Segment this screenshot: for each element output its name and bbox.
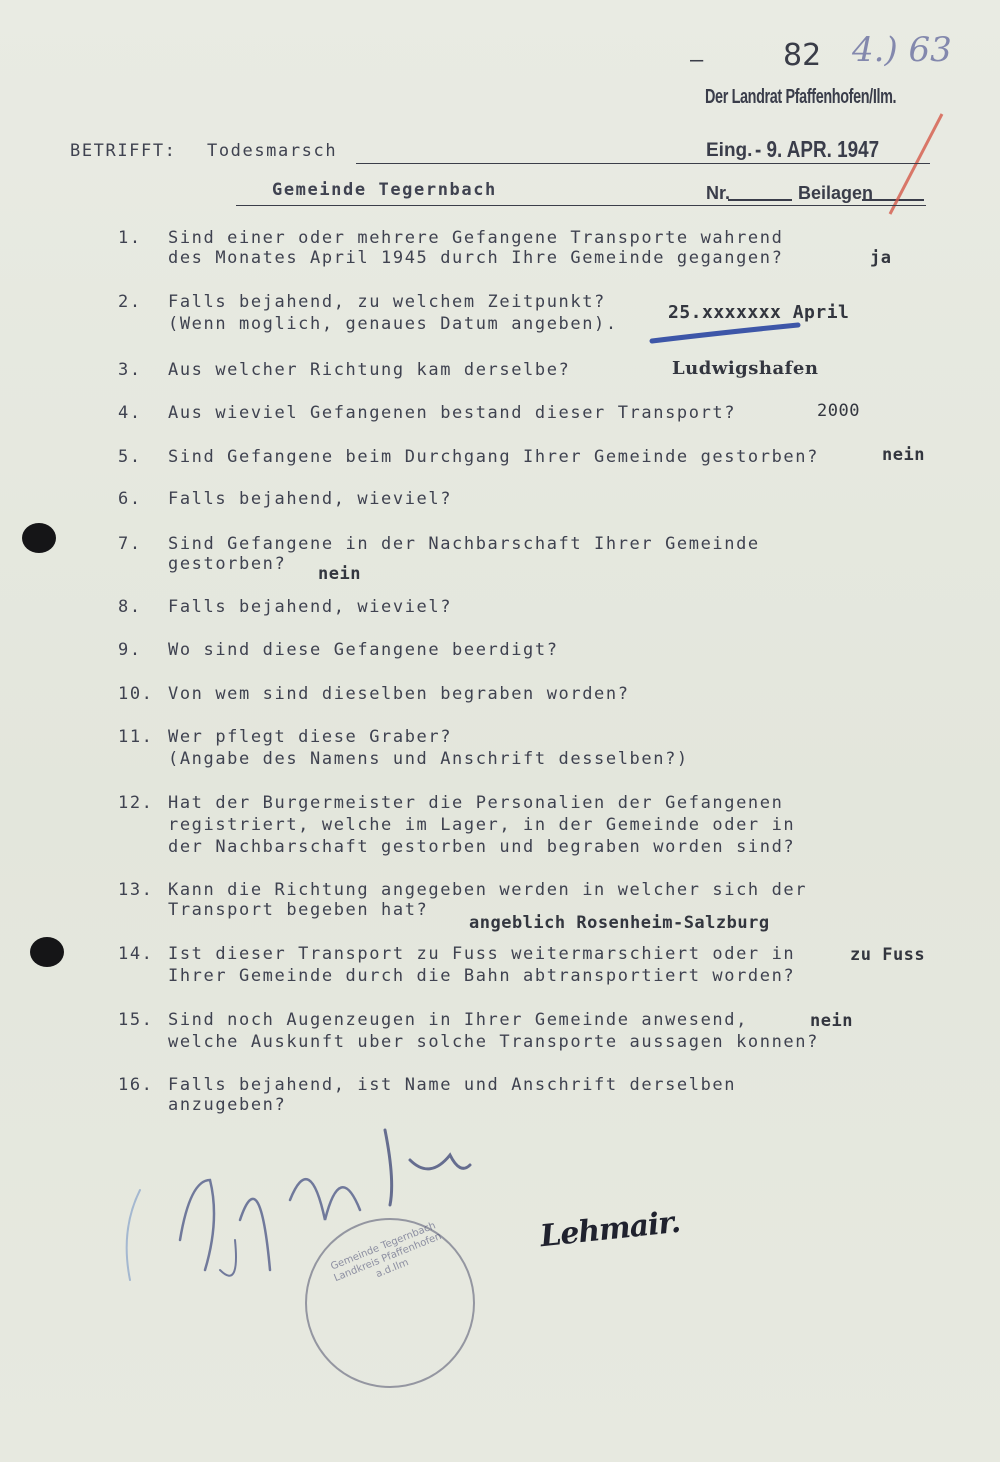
question-number: 7. xyxy=(118,534,142,554)
received-date xyxy=(755,136,879,163)
office-stamp: Der Landrat Pfaffenhofen/Ilm. xyxy=(705,86,897,108)
question-line: Aus wieviel Gefangenen bestand dieser Transport? xyxy=(168,403,737,423)
question-number: 11. xyxy=(118,727,154,747)
question-number: 6. xyxy=(118,489,142,509)
answer-1: ja xyxy=(870,248,892,268)
question-line: Wer pflegt diese Graber? xyxy=(168,727,453,747)
question-number: 15. xyxy=(118,1010,154,1030)
question-line: Transport begeben hat? xyxy=(168,900,429,920)
question-line: Hat der Burgermeister die Personalien der Gefangenen xyxy=(168,793,784,813)
question-number: 3. xyxy=(118,360,142,380)
question-line: (Angabe des Namens und Anschrift desselben?) xyxy=(168,749,689,769)
question-line: des Monates April 1945 durch Ihre Gemeinde gegangen? xyxy=(168,248,784,268)
punch-hole-top xyxy=(22,523,56,553)
question-line: Ist dieser Transport zu Fuss weitermarschiert oder in xyxy=(168,944,796,964)
page-number: 82 xyxy=(783,38,822,73)
municipality: Gemeinde Tegernbach xyxy=(272,180,497,200)
question-number: 13. xyxy=(118,880,154,900)
answer-3: Ludwigshafen xyxy=(672,358,819,379)
question-line: Sind Gefangene in der Nachbarschaft Ihrer Gemeinde xyxy=(168,534,760,554)
nr-label: Nr. xyxy=(706,183,731,203)
question-number: 12. xyxy=(118,793,154,813)
nr-blank-line xyxy=(728,199,792,201)
question-line: Sind noch Augenzeugen in Ihrer Gemeinde anwesend, xyxy=(168,1010,748,1030)
subject-value: Todesmarsch xyxy=(207,141,338,161)
question-line: Falls bejahend, wieviel? xyxy=(168,489,453,509)
question-number: 1. xyxy=(118,228,142,248)
question-line: Ihrer Gemeinde durch die Bahn abtransportiert worden? xyxy=(168,966,796,986)
answer-13: angeblich Rosenheim-Salzburg xyxy=(469,913,770,933)
answer-15: nein xyxy=(810,1011,853,1031)
handwritten-ref: 4.) 63 xyxy=(852,30,952,70)
beilagen-label: Beilagen xyxy=(798,183,874,203)
date-dash: - xyxy=(755,136,767,162)
question-number: 16. xyxy=(118,1075,154,1095)
seal-text: Gemeinde Tegernbach Landkreis Pfaffenhofen a.d.Ilm xyxy=(329,1220,444,1285)
question-line: Falls bejahend, wieviel? xyxy=(168,597,453,617)
question-number: 14. xyxy=(118,944,154,964)
question-line: Sind Gefangene beim Durchgang Ihrer Gemeinde gestorben? xyxy=(168,447,819,467)
question-line: Von wem sind dieselben begraben worden? xyxy=(168,684,630,704)
dash-mark: – xyxy=(690,48,704,73)
question-line: Sind einer oder mehrere Gefangene Transporte wahrend xyxy=(168,228,784,248)
answer-14: zu Fuss xyxy=(850,945,926,965)
question-line: anzugeben? xyxy=(168,1095,287,1115)
question-number: 9. xyxy=(118,640,142,660)
question-line: registriert, welche im Lager, in der Gemeinde oder in xyxy=(168,815,796,835)
question-number: 2. xyxy=(118,292,142,312)
question-number: 8. xyxy=(118,597,142,617)
question-line: welche Auskunft uber solche Transporte aussagen konnen? xyxy=(168,1032,819,1052)
question-number: 5. xyxy=(118,447,142,467)
subject-underline xyxy=(356,163,930,164)
answer-5: nein xyxy=(882,445,925,465)
question-line: (Wenn moglich, genaues Datum angeben). xyxy=(168,314,618,334)
question-line: Aus welcher Richtung kam derselbe? xyxy=(168,360,571,380)
question-number: 10. xyxy=(118,684,154,704)
subject-label: BETRIFFT: xyxy=(70,141,177,161)
municipality-underline xyxy=(236,205,926,206)
answer-7: nein xyxy=(318,564,361,584)
question-line: Falls bejahend, zu welchem Zeitpunkt? xyxy=(168,292,606,312)
question-line: der Nachbarschaft gestorben und begraben worden sind? xyxy=(168,837,796,857)
received-label: Eing. xyxy=(706,140,753,161)
answer-4: 2000 xyxy=(817,401,860,421)
received-date-value: 9. APR. 1947 xyxy=(766,136,880,162)
question-number: 4. xyxy=(118,403,142,423)
red-pencil-mark xyxy=(880,110,950,220)
right-signature: Lehmair. xyxy=(538,1204,682,1255)
blue-pencil-underline xyxy=(648,315,808,345)
answer-2: 25.xxxxxxx April xyxy=(668,302,850,323)
question-line: Kann die Richtung angegeben werden in welcher sich der xyxy=(168,880,808,900)
punch-hole-bottom xyxy=(30,937,64,967)
question-line: Wo sind diese Gefangene beerdigt? xyxy=(168,640,559,660)
question-line: Falls bejahend, ist Name und Anschrift derselben xyxy=(168,1075,737,1095)
question-line: gestorben? xyxy=(168,554,287,574)
